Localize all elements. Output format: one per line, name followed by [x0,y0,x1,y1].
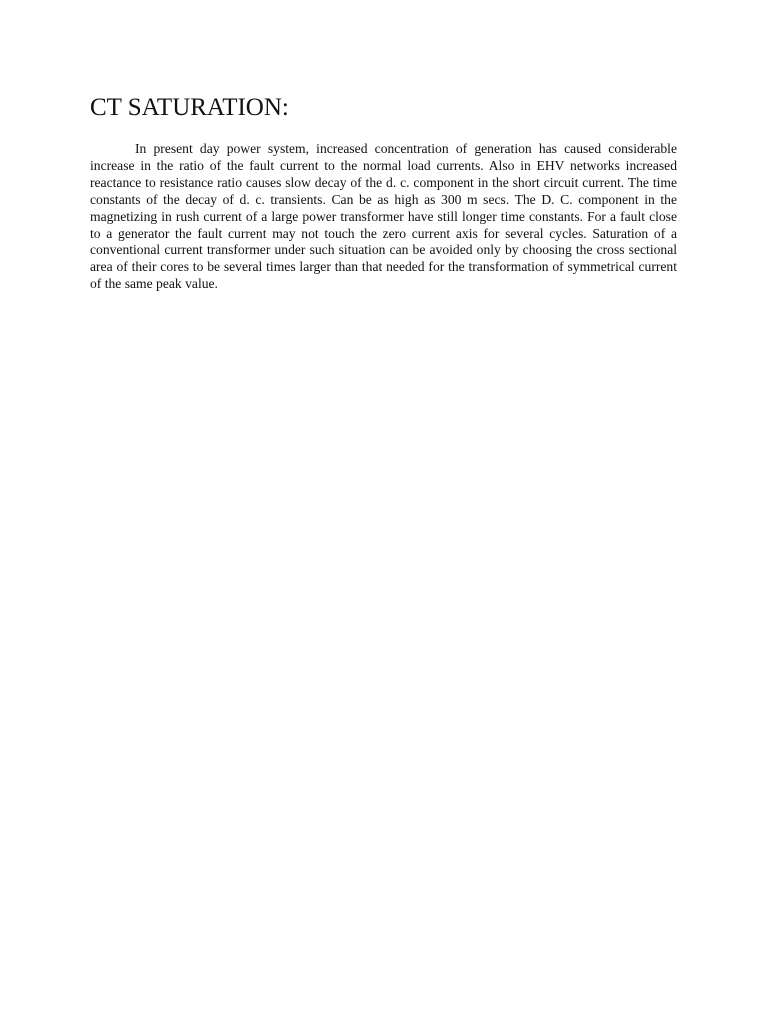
body-paragraph: In present day power system, increased concentration of generation has caused considerable increase in the ratio of the fault current to the normal load currents. Also in EHV networks increased reactance to resistance ratio causes slow decay of the d. c. component in the short circuit current. The time constants of the decay of d. c. transients. Can be as high as 300 m secs. The D. C. component in the magnetizing in rush current of a large power transformer have still longer time constants. For a fault close to a generator the fault current may not touch the zero current axis for several cycles. Saturation of a conventional current transformer under such situation can be avoided only by choosing the cross sectional area of their cores to be several times larger than that needed for the transformation of symmetrical current of the same peak value. [90,141,677,292]
page-title: CT SATURATION: [90,94,289,121]
